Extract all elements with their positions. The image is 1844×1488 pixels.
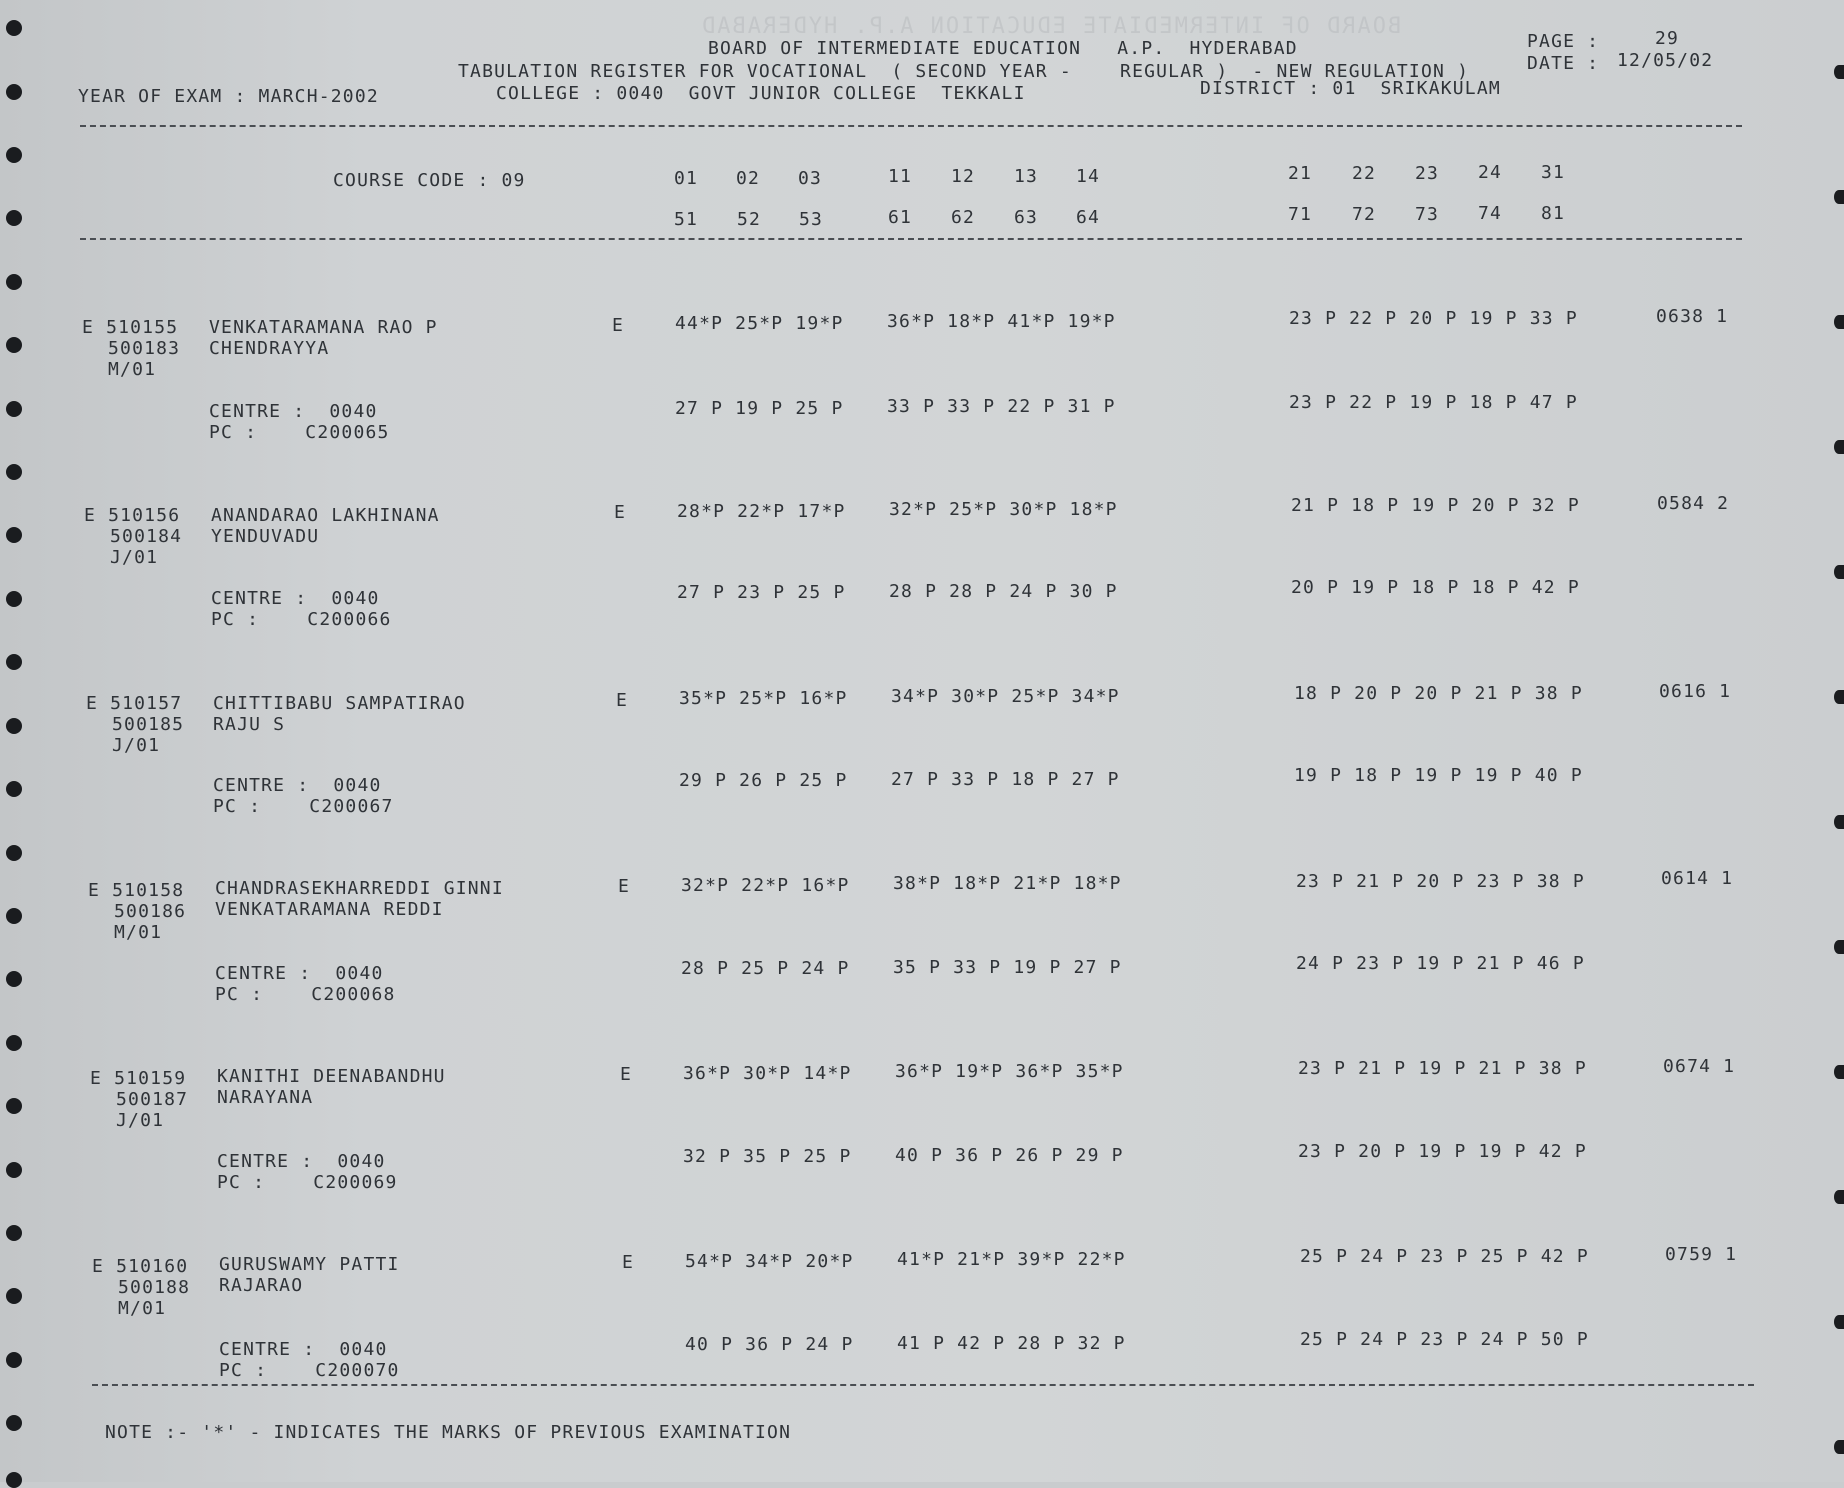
marks-group-3: 18 P 20 P 20 P 21 P 38 P bbox=[1294, 683, 1583, 704]
marks-group-6: 23 P 20 P 19 P 19 P 42 P bbox=[1298, 1141, 1587, 1162]
marks-group-5: 33 P 33 P 22 P 31 P bbox=[887, 396, 1116, 417]
footer-note: NOTE :- '*' - INDICATES THE MARKS OF PREVIOUS EXAMINATION bbox=[105, 1422, 792, 1443]
marks-group-4: 40 P 36 P 24 P bbox=[685, 1334, 854, 1355]
pc-code: PC : C200070 bbox=[219, 1360, 400, 1381]
marks-group-5: 28 P 28 P 24 P 30 P bbox=[889, 581, 1118, 602]
district-line: DISTRICT : 01 SRIKAKULAM bbox=[1200, 78, 1501, 99]
col-code: 02 bbox=[736, 168, 761, 189]
marks-group-3: 23 P 21 P 19 P 21 P 38 P bbox=[1298, 1058, 1587, 1079]
col-code: 03 bbox=[798, 168, 823, 189]
father-name: YENDUVADU bbox=[211, 526, 320, 547]
marks-group-6: 19 P 18 P 19 P 19 P 40 P bbox=[1294, 765, 1583, 786]
page-number: 29 bbox=[1655, 28, 1680, 49]
marks-group-1: 28*P 22*P 17*P bbox=[677, 501, 846, 522]
total-result: 0616 1 bbox=[1659, 681, 1732, 702]
total-result: 0584 2 bbox=[1657, 493, 1730, 514]
hall-ticket-number: E 510158 bbox=[88, 880, 185, 901]
college-line: COLLEGE : 0040 GOVT JUNIOR COLLEGE TEKKALI bbox=[496, 83, 1026, 104]
gender-code: M/01 bbox=[114, 922, 163, 943]
col-code: 51 bbox=[674, 209, 699, 230]
medium: E bbox=[620, 1064, 633, 1085]
student-name: VENKATARAMANA RAO P bbox=[209, 317, 438, 338]
marks-group-6: 24 P 23 P 19 P 21 P 46 P bbox=[1296, 953, 1585, 974]
roll-number: 500185 bbox=[112, 714, 185, 735]
centre: CENTRE : 0040 bbox=[215, 963, 384, 984]
col-code: 13 bbox=[1014, 166, 1039, 187]
page-label: PAGE : bbox=[1527, 31, 1600, 52]
col-code: 22 bbox=[1352, 163, 1377, 184]
col-code: 53 bbox=[799, 209, 824, 230]
marks-group-5: 40 P 36 P 26 P 29 P bbox=[895, 1145, 1124, 1166]
total-result: 0614 1 bbox=[1661, 868, 1734, 889]
marks-group-2: 41*P 21*P 39*P 22*P bbox=[897, 1249, 1126, 1270]
marks-group-2: 38*P 18*P 21*P 18*P bbox=[893, 873, 1122, 894]
marks-group-1: 44*P 25*P 19*P bbox=[675, 313, 844, 334]
marks-group-1: 36*P 30*P 14*P bbox=[683, 1063, 852, 1084]
marks-group-2: 36*P 19*P 36*P 35*P bbox=[895, 1061, 1124, 1082]
roll-number: 500186 bbox=[114, 901, 187, 922]
marks-group-3: 25 P 24 P 23 P 25 P 42 P bbox=[1300, 1246, 1589, 1267]
student-name: ANANDARAO LAKHINANA bbox=[211, 505, 440, 526]
col-code: 23 bbox=[1415, 163, 1440, 184]
centre: CENTRE : 0040 bbox=[209, 401, 378, 422]
marks-group-1: 35*P 25*P 16*P bbox=[679, 688, 848, 709]
hall-ticket-number: E 510159 bbox=[90, 1068, 187, 1089]
marks-group-4: 28 P 25 P 24 P bbox=[681, 958, 850, 979]
father-name: RAJARAO bbox=[219, 1275, 304, 1296]
col-code: 01 bbox=[674, 168, 699, 189]
col-code: 62 bbox=[951, 207, 976, 228]
marks-group-4: 32 P 35 P 25 P bbox=[683, 1146, 852, 1167]
marks-group-6: 25 P 24 P 23 P 24 P 50 P bbox=[1300, 1329, 1589, 1350]
medium: E bbox=[622, 1252, 635, 1273]
marks-group-4: 27 P 19 P 25 P bbox=[675, 398, 844, 419]
total-result: 0759 1 bbox=[1665, 1244, 1738, 1265]
marks-group-5: 27 P 33 P 18 P 27 P bbox=[891, 769, 1120, 790]
course-code: COURSE CODE : 09 bbox=[333, 170, 526, 191]
father-name: NARAYANA bbox=[217, 1087, 314, 1108]
footer-divider bbox=[92, 1384, 1754, 1386]
centre: CENTRE : 0040 bbox=[213, 775, 382, 796]
columns-divider bbox=[80, 238, 1742, 240]
medium: E bbox=[616, 690, 629, 711]
gender-code: M/01 bbox=[108, 359, 157, 380]
roll-number: 500183 bbox=[108, 338, 181, 359]
gender-code: J/01 bbox=[112, 735, 161, 756]
marks-group-1: 54*P 34*P 20*P bbox=[685, 1251, 854, 1272]
student-name: KANITHI DEENABANDHU bbox=[217, 1066, 446, 1087]
marks-group-4: 27 P 23 P 25 P bbox=[677, 582, 846, 603]
hall-ticket-number: E 510155 bbox=[82, 317, 179, 338]
col-code: 71 bbox=[1288, 204, 1313, 225]
pc-code: PC : C200066 bbox=[211, 609, 392, 630]
col-code: 11 bbox=[888, 166, 913, 187]
hall-ticket-number: E 510160 bbox=[92, 1256, 189, 1277]
marks-group-3: 21 P 18 P 19 P 20 P 32 P bbox=[1291, 495, 1580, 516]
bleed-through-text: BOARD OF INTERMEDIATE EDUCATION A.P. HYDERABAD bbox=[700, 14, 1402, 39]
centre: CENTRE : 0040 bbox=[219, 1339, 388, 1360]
marks-group-2: 34*P 30*P 25*P 34*P bbox=[891, 686, 1120, 707]
marks-group-1: 32*P 22*P 16*P bbox=[681, 875, 850, 896]
marks-group-3: 23 P 22 P 20 P 19 P 33 P bbox=[1289, 308, 1578, 329]
roll-number: 500188 bbox=[118, 1277, 191, 1298]
centre: CENTRE : 0040 bbox=[211, 588, 380, 609]
pc-code: PC : C200069 bbox=[217, 1172, 398, 1193]
col-code: 52 bbox=[737, 209, 762, 230]
hall-ticket-number: E 510156 bbox=[84, 505, 181, 526]
roll-number: 500184 bbox=[110, 526, 183, 547]
col-code: 73 bbox=[1415, 204, 1440, 225]
col-code: 63 bbox=[1014, 207, 1039, 228]
col-code: 21 bbox=[1288, 163, 1313, 184]
marks-group-4: 29 P 26 P 25 P bbox=[679, 770, 848, 791]
father-name: VENKATARAMANA REDDI bbox=[215, 899, 444, 920]
left-tractor-holes bbox=[6, 20, 30, 1482]
board-title: BOARD OF INTERMEDIATE EDUCATION A.P. HYDERABAD bbox=[708, 38, 1298, 59]
medium: E bbox=[618, 876, 631, 897]
gender-code: M/01 bbox=[118, 1298, 167, 1319]
student-name: CHITTIBABU SAMPATIRAO bbox=[213, 693, 466, 714]
col-code: 12 bbox=[951, 166, 976, 187]
marks-group-2: 32*P 25*P 30*P 18*P bbox=[889, 499, 1118, 520]
col-code: 81 bbox=[1541, 203, 1566, 224]
medium: E bbox=[614, 502, 627, 523]
marks-group-6: 20 P 19 P 18 P 18 P 42 P bbox=[1291, 577, 1580, 598]
total-result: 0638 1 bbox=[1656, 306, 1729, 327]
col-code: 14 bbox=[1076, 166, 1101, 187]
year-of-exam: YEAR OF EXAM : MARCH-2002 bbox=[78, 86, 379, 107]
gender-code: J/01 bbox=[110, 547, 159, 568]
register-title: TABULATION REGISTER FOR VOCATIONAL ( SECOND YEAR - REGULAR ) - NEW REGULATION ) bbox=[458, 61, 1470, 82]
gender-code: J/01 bbox=[116, 1110, 165, 1131]
header-divider bbox=[80, 125, 1742, 127]
marks-group-5: 41 P 42 P 28 P 32 P bbox=[897, 1333, 1126, 1354]
right-tractor-holes bbox=[1834, 20, 1844, 1482]
roll-number: 500187 bbox=[116, 1089, 189, 1110]
medium: E bbox=[612, 315, 625, 336]
pc-code: PC : C200065 bbox=[209, 422, 390, 443]
pc-code: PC : C200067 bbox=[213, 796, 394, 817]
col-code: 24 bbox=[1478, 162, 1503, 183]
col-code: 31 bbox=[1541, 162, 1566, 183]
student-name: GURUSWAMY PATTI bbox=[219, 1254, 400, 1275]
marks-group-3: 23 P 21 P 20 P 23 P 38 P bbox=[1296, 871, 1585, 892]
marks-group-6: 23 P 22 P 19 P 18 P 47 P bbox=[1289, 392, 1578, 413]
col-code: 61 bbox=[888, 207, 913, 228]
centre: CENTRE : 0040 bbox=[217, 1151, 386, 1172]
marks-group-2: 36*P 18*P 41*P 19*P bbox=[887, 311, 1116, 332]
pc-code: PC : C200068 bbox=[215, 984, 396, 1005]
date-label: DATE : bbox=[1527, 53, 1600, 74]
col-code: 72 bbox=[1352, 204, 1377, 225]
student-name: CHANDRASEKHARREDDI GINNI bbox=[215, 878, 504, 899]
total-result: 0674 1 bbox=[1663, 1056, 1736, 1077]
hall-ticket-number: E 510157 bbox=[86, 693, 183, 714]
father-name: RAJU S bbox=[213, 714, 286, 735]
col-code: 64 bbox=[1076, 207, 1101, 228]
date-value: 12/05/02 bbox=[1617, 50, 1714, 71]
col-code: 74 bbox=[1478, 203, 1503, 224]
father-name: CHENDRAYYA bbox=[209, 338, 330, 359]
marks-group-5: 35 P 33 P 19 P 27 P bbox=[893, 957, 1122, 978]
